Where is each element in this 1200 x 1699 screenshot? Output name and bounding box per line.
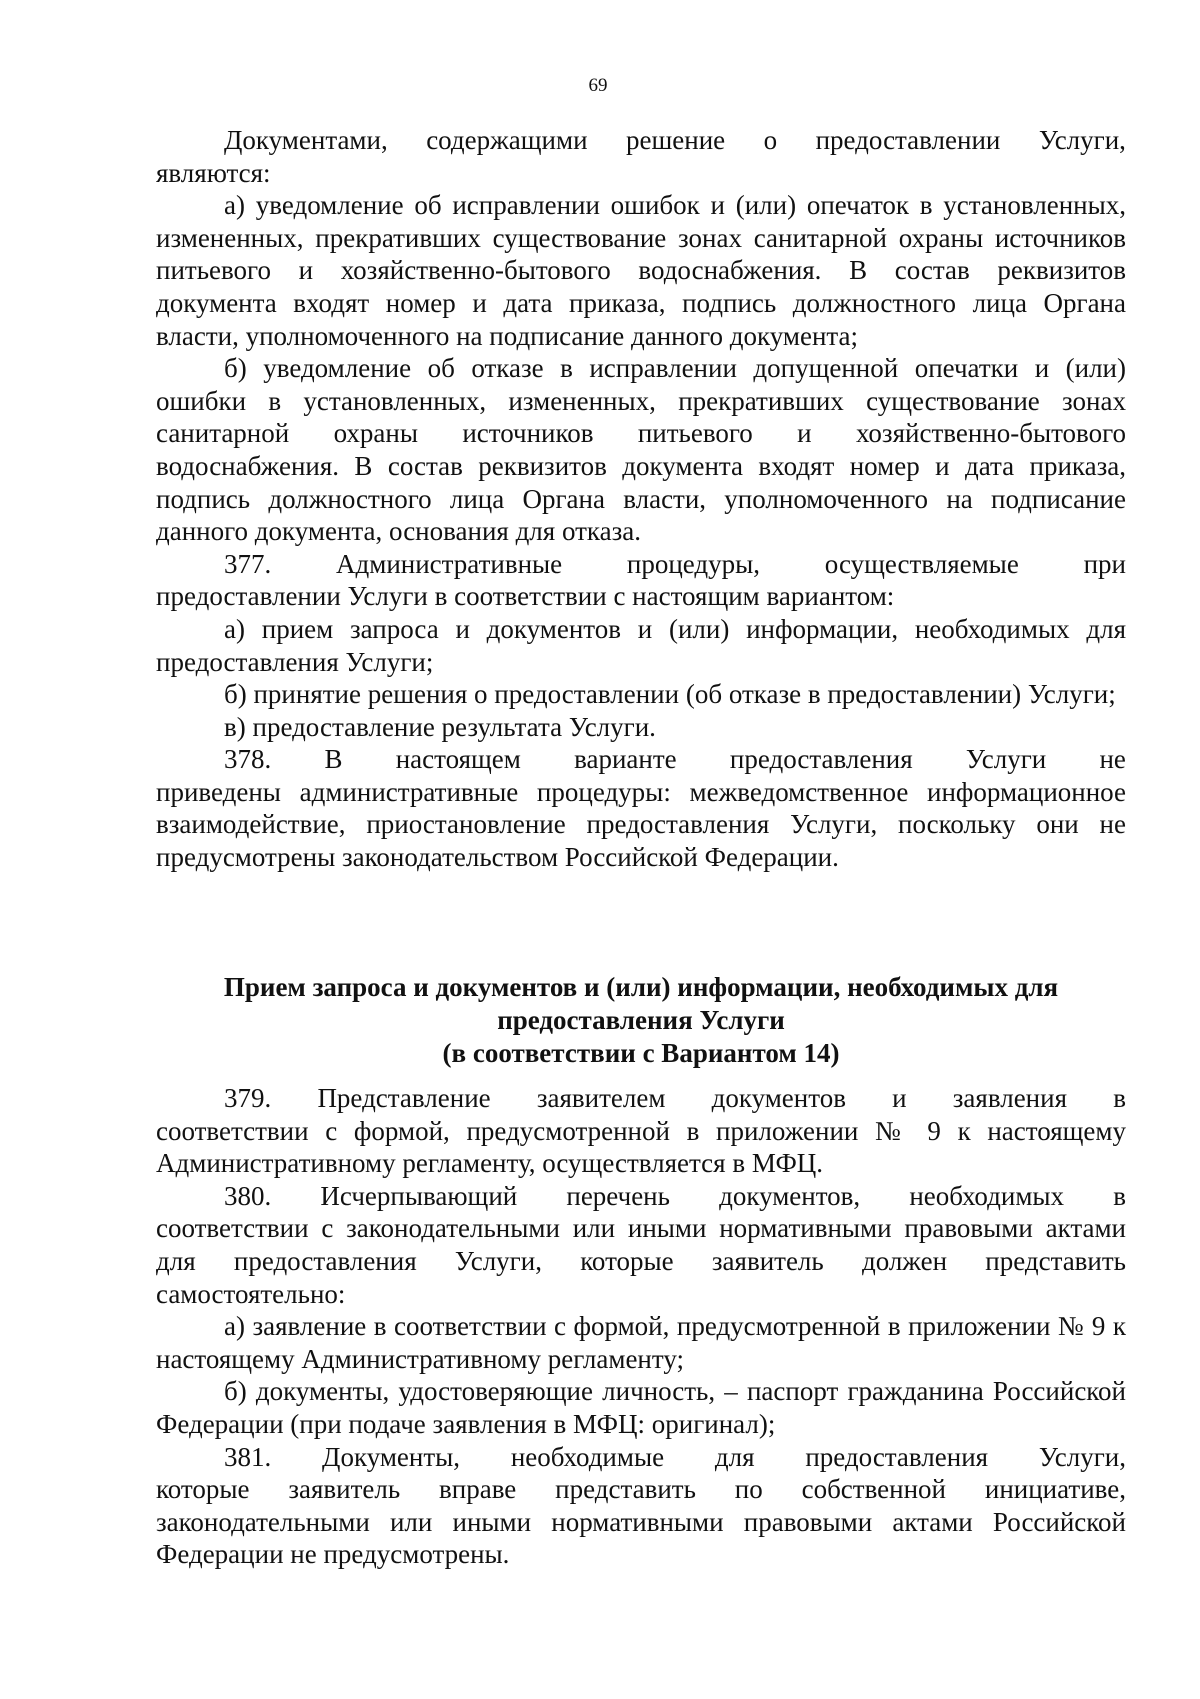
list-item-377-c: в) предоставление результата Услуги. — [224, 711, 656, 742]
page-number: 69 — [588, 75, 608, 96]
list-item-377-a: а) прием запроса и документов и (или) информации, необходимых для предоставления Услуги; — [156, 613, 1126, 677]
paragraph-decision-lead: Документами, содержащими решение о предоставлении Услуги, — [224, 125, 1126, 155]
section-request-reception — [156, 1082, 1126, 1571]
section-heading — [156, 971, 1126, 1070]
list-item-notification-correction: а) уведомление об исправлении ошибок и (или) опечаток в установленных, измененных, прекративших существование зонах санитарной охраны источников питьевого и хозяйственно-бытового водоснабжения. В состав реквизитов документа входят номер и дата приказа, подпись должностного лица Органа власти, уполномоченного на подписание данного документа; — [156, 190, 1126, 351]
list-item-notification-refusal: б) уведомление об отказе в исправлении допущенной опечатки и (или) ошибки в установленных, измененных, прекративших существование зонах санитарной охраны источников питьевого и хозяйственно-бытового водоснабжения. В состав реквизитов документа входят номер и дата приказа, подпись должностного лица Органа власти, уполномоченного на подписание данного документа, основания для отказа. — [156, 353, 1126, 547]
heading-line-1: Прием запроса и документов и (или) информации, необходимых для — [223, 972, 1059, 1002]
list-item-380-a: а) заявление в соответствии с формой, предусмотренной в приложении № 9 к настоящему Административному регламенту; — [156, 1311, 1126, 1374]
paragraph-378-rest: приведены административные процедуры: межведомственное информационное взаимодействие, приостановление предоставления Услуги, поскольку они не предусмотрены законодательством Российской Федерации. — [156, 776, 1126, 873]
paragraph-381-lead: 381. Документы, необходимые для предоставления Услуги, — [224, 1441, 1126, 1472]
paragraph-379-lead: 379. Представление заявителем документов и заявления в — [224, 1083, 1126, 1113]
paragraph-decision-rest: являются: — [156, 157, 271, 188]
paragraph-377-rest: предоставлении Услуги в соответствии с настоящим вариантом: — [156, 581, 895, 612]
paragraph-378-lead: 378. В настоящем варианте предоставления Услуги не — [224, 744, 1126, 775]
paragraph-381-rest: которые заявитель вправе представить по собственной инициативе, законодательными или иными нормативными правовыми актами Российской Федерации не предусмотрены. — [156, 1474, 1126, 1570]
heading-line-3: (в соответствии с Вариантом 14) — [442, 1038, 840, 1068]
list-item-377-b: б) принятие решения о предоставлении (об отказе в предоставлении) Услуги; — [224, 679, 1116, 710]
section-decision-documents — [156, 124, 1126, 874]
heading-line-2: предоставления Услуги — [497, 1005, 785, 1035]
paragraph-379-rest: соответствии с формой, предусмотренной в приложении № 9 к настоящему Административному регламенту, осуществляется в МФЦ. — [156, 1115, 1126, 1179]
paragraph-377-lead: 377. Административные процедуры, осуществляемые при — [224, 548, 1126, 579]
list-item-380-b: б) документы, удостоверяющие личность, – паспорт гражданина Российской Федерации (при подаче заявления в МФЦ: оригинал); — [156, 1376, 1126, 1439]
paragraph-380-lead: 380. Исчерпывающий перечень документов, необходимых в — [224, 1180, 1126, 1211]
paragraph-380-rest: соответствии с законодательными или иными нормативными правовыми актами для предоставления Услуги, которые заявитель должен представить самостоятельно: — [156, 1213, 1126, 1309]
